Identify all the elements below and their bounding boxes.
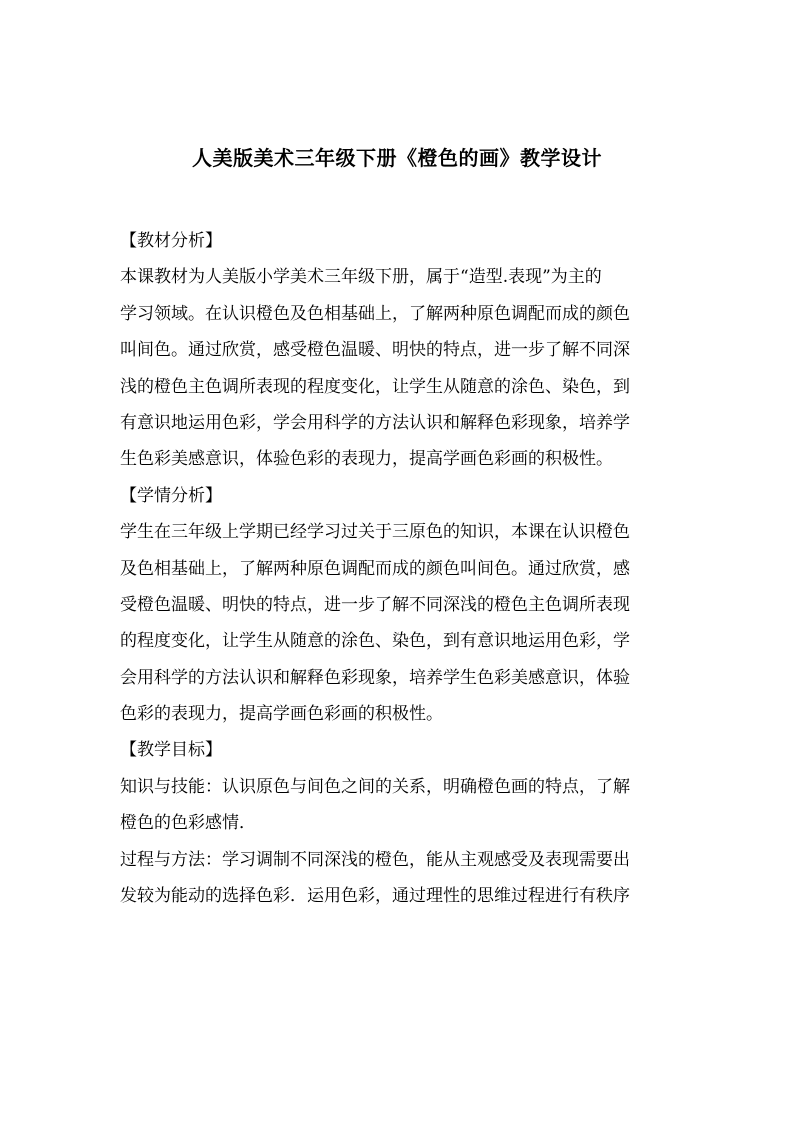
paragraph-line: 橙色的色彩感情． bbox=[120, 813, 256, 834]
paragraph-line: 受橙色温暖、明快的特点，进一步了解不同深浅的橙色主色调所表现 bbox=[120, 594, 630, 615]
paragraph-line: 的程度变化，让学生从随意的涂色、染色，到有意识地运用色彩，学 bbox=[120, 631, 630, 652]
section-heading-student-analysis: 【学情分析】 bbox=[120, 485, 222, 506]
paragraph-line: 学习领域。在认识橙色及色相基础上，了解两种原色调配而成的颜色 bbox=[120, 303, 630, 324]
paragraph-line: 过程与方法：学习调制不同深浅的橙色，能从主观感受及表现需要出 bbox=[120, 849, 630, 870]
paragraph-line: 知识与技能：认识原色与间色之间的关系，明确橙色画的特点，了解 bbox=[120, 776, 630, 797]
section-heading-textbook-analysis: 【教材分析】 bbox=[120, 231, 222, 251]
paragraph-line: 学生在三年级上学期已经学习过关于三原色的知识，本课在认识橙色 bbox=[120, 522, 630, 543]
paragraph-line: 有意识地运用色彩，学会用科学的方法认识和解释色彩现象，培养学 bbox=[120, 412, 630, 433]
paragraph-line: 及色相基础上，了解两种原色调配而成的颜色叫间色。通过欣赏，感 bbox=[120, 558, 630, 579]
paragraph-line: 浅的橙色主色调所表现的程度变化，让学生从随意的涂色、染色，到 bbox=[120, 376, 630, 397]
paragraph-line: 发较为能动的选择色彩．运用色彩，通过理性的思维过程进行有秩序 bbox=[120, 886, 630, 907]
paragraph-line: 生色彩美感意识，体验色彩的表现力，提高学画色彩画的积极性。 bbox=[120, 449, 613, 470]
paragraph-line: 会用科学的方法认识和解释色彩现象，培养学生色彩美感意识，体验 bbox=[120, 667, 630, 688]
paragraph-line: 本课教材为人美版小学美术三年级下册，属于“造型.表现”为主的 bbox=[120, 267, 602, 288]
paragraph-line: 叫间色。通过欣赏，感受橙色温暖、明快的特点，进一步了解不同深 bbox=[120, 340, 630, 361]
paragraph-line: 色彩的表现力，提高学画色彩画的积极性。 bbox=[120, 704, 443, 725]
document-body bbox=[120, 223, 680, 914]
document-title: 人美版美术三年级下册《橙色的画》教学设计 bbox=[192, 146, 602, 170]
section-heading-teaching-goals: 【教学目标】 bbox=[120, 740, 222, 761]
